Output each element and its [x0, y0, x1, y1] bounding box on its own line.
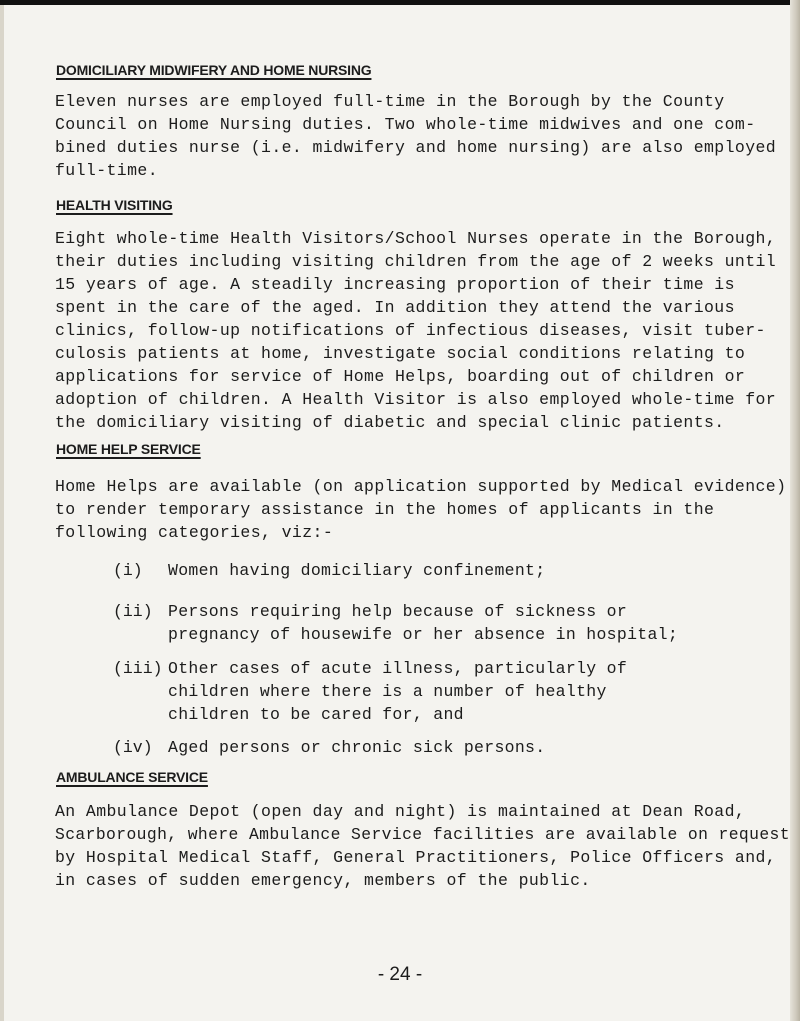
paragraph-line: in cases of sudden emergency, members of the public. — [55, 871, 591, 890]
list-item-text: pregnancy of housewife or her absence in hospital; — [168, 625, 679, 644]
paragraph-line: Home Helps are available (on application supported by Medical evidence) — [55, 477, 787, 496]
paragraph-line: Scarborough, where Ambulance Service facilities are available on request — [55, 825, 790, 844]
paragraph-line: their duties including visiting children from the age of 2 weeks until — [55, 252, 777, 271]
page-number: - 24 - — [377, 964, 423, 985]
paragraph-line: clinics, follow-up notifications of infectious diseases, visit tuber- — [55, 321, 766, 340]
paragraph-line: 15 years of age. A steadily increasing proportion of their time is — [55, 275, 735, 294]
paragraph-line: Eleven nurses are employed full-time in the Borough by the County — [55, 92, 725, 111]
paragraph-line: the domiciliary visiting of diabetic and special clinic patients. — [55, 413, 725, 432]
heading-domiciliary-midwifery: DOMICILIARY MIDWIFERY AND HOME NURSING — [56, 62, 372, 78]
paragraph-line: applications for service of Home Helps, boarding out of children or — [55, 367, 746, 386]
heading-ambulance-service: AMBULANCE SERVICE — [56, 769, 208, 785]
list-item-text: children where there is a number of healthy — [168, 682, 607, 701]
paragraph-line: to render temporary assistance in the homes of applicants in the — [55, 500, 715, 519]
list-item-number: (iii) — [113, 659, 163, 678]
list-item-text: children to be cared for, and — [168, 705, 464, 724]
paragraph-line: An Ambulance Depot (open day and night) is maintained at Dean Road, — [55, 802, 746, 821]
list-item-number: (i) — [113, 561, 143, 580]
heading-health-visiting: HEALTH VISITING — [56, 197, 173, 213]
list-item-text: Other cases of acute illness, particularly of — [168, 659, 628, 678]
heading-home-help-service: HOME HELP SERVICE — [56, 441, 201, 457]
list-item-text: Persons requiring help because of sickness or — [168, 602, 628, 621]
paragraph-line: Eight whole-time Health Visitors/School Nurses operate in the Borough, — [55, 229, 777, 248]
paragraph-line: adoption of children. A Health Visitor is also employed whole-time for — [55, 390, 777, 409]
paragraph-line: full-time. — [55, 161, 159, 180]
list-item-number: (ii) — [113, 602, 153, 621]
list-item-text: Women having domiciliary confinement; — [168, 561, 546, 580]
list-item-number: (iv) — [113, 738, 153, 757]
paragraph-line: Council on Home Nursing duties. Two whole-time midwives and one com- — [55, 115, 756, 134]
paragraph-line: culosis patients at home, investigate social conditions relating to — [55, 344, 746, 363]
paragraph-line: following categories, viz:- — [55, 523, 334, 542]
list-item-text: Aged persons or chronic sick persons. — [168, 738, 546, 757]
paragraph-line: by Hospital Medical Staff, General Practitioners, Police Officers and, — [55, 848, 777, 867]
paragraph-line: spent in the care of the aged. In addition they attend the various — [55, 298, 735, 317]
paragraph-line: bined duties nurse (i.e. midwifery and home nursing) are also employed — [55, 138, 777, 157]
